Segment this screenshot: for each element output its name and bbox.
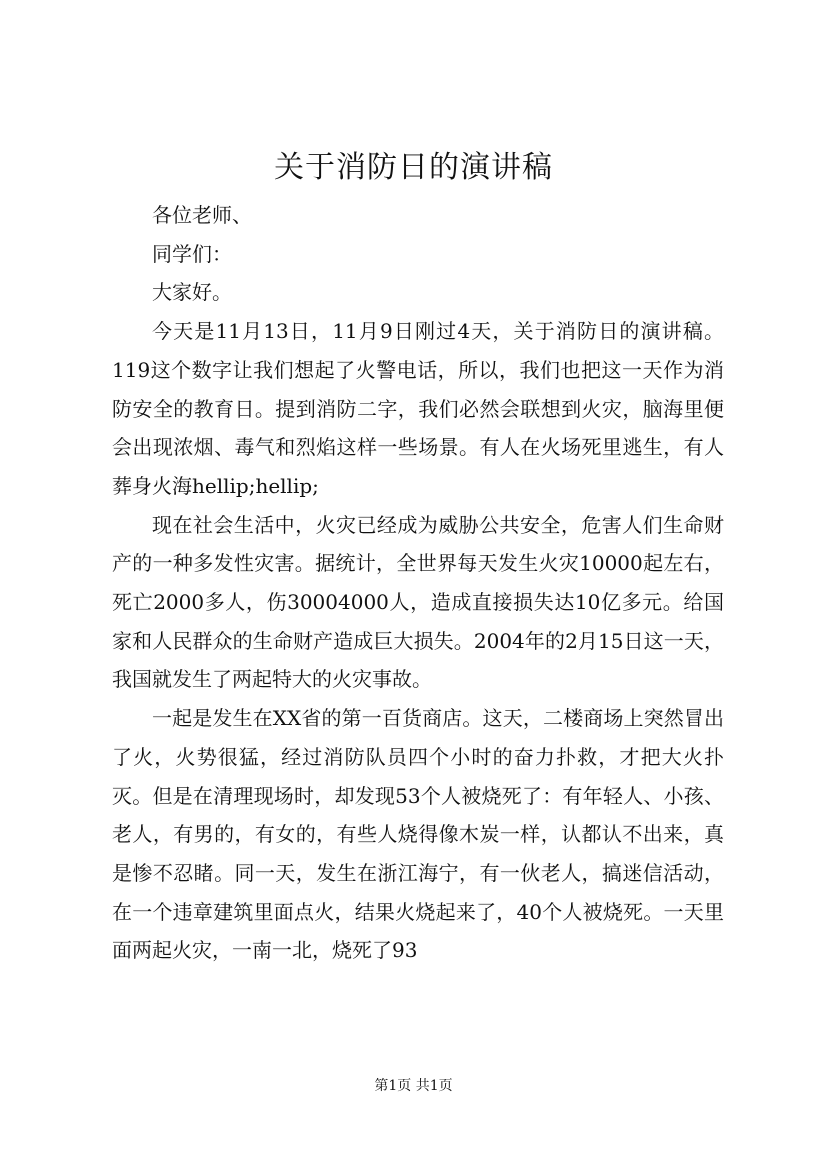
salutation-teachers: 各位老师、 [152, 203, 252, 227]
body-paragraph: 现在社会生活中，火灾已经成为威胁公共安全，危害人们生命财产的一种多发性灾害。据统计，全世界每天发生火灾10000起左右，死亡2000多人，伤30004000人，造成直接损失达10亿多元。给国家和人民群众的生命财产造成巨大损失。2004年的2月15日这一天，我国就发生了两起特大的火灾事故。 [112, 512, 724, 692]
body-paragraph: 今天是11月13日，11月9日刚过4天，关于消防日的演讲稿。119这个数字让我们想起了火警电话，所以，我们也把这一天作为消防安全的教育日。提到消防二字，我们必然会联想到火灾，脑海里便会出现浓烟、毒气和烈焰这样一些场景。有人在火场死里逃生，有人葬身火海hellip;hellip; [112, 319, 724, 498]
salutation-students: 同学们： [152, 241, 232, 266]
page-footer: 第1页 共1页 [374, 1078, 453, 1094]
document-body [112, 196, 724, 970]
greeting: 大家好。 [152, 280, 232, 305]
body-paragraph: 一起是发生在XX省的第一百货商店。这天，二楼商场上突然冒出了火，火势很猛，经过消防队员四个小时的奋力扑救，才把大火扑灭。但是在清理现场时，却发现53个人被烧死了：有年轻人、小孩、老人，有男的，有女的，有些人烧得像木炭一样，认都认不出来，真是惨不忍睹。同一天，发生在浙江海宁，有一伙老人，搞迷信活动，在一个违章建筑里面点火，结果火烧起来了，40个人被烧死。一天里面两起火灾，一南一北，烧死了93 [112, 706, 724, 963]
document-title: 关于消防日的演讲稿 [274, 150, 553, 185]
